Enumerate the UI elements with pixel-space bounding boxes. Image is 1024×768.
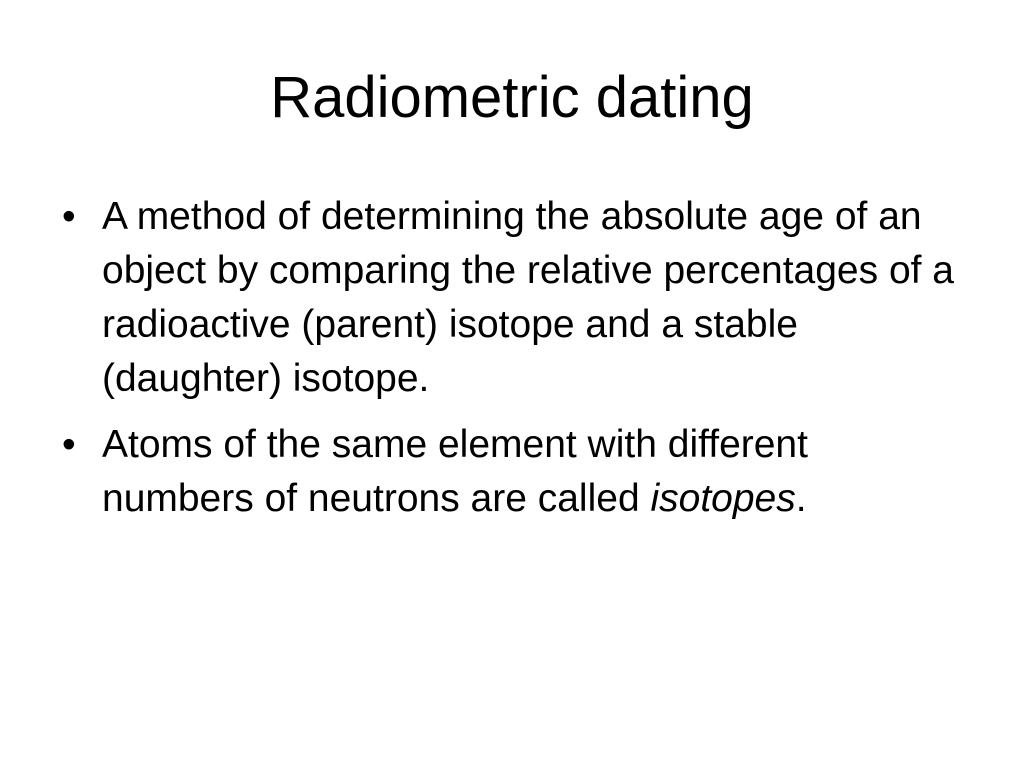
slide-title: Radiometric dating (270, 65, 754, 130)
bullet-item (60, 418, 960, 526)
bullet-text (102, 423, 808, 520)
bullet-text-before: Atoms of the same element with different numbers of neutrons are called (102, 423, 808, 520)
bullet-text: A method of determining the absolute age of an object by comparing the relative percentages of a radioactive (parent) isotope and a stable (daughter) isotope. (102, 195, 955, 400)
bullet-marker: • (62, 195, 76, 238)
isotopes-emphasis: isotopes (650, 477, 796, 520)
bullet-list (60, 190, 960, 538)
bullet-marker: • (62, 423, 76, 466)
bullet-text-after: . (795, 477, 807, 520)
bullet-item (60, 190, 960, 406)
